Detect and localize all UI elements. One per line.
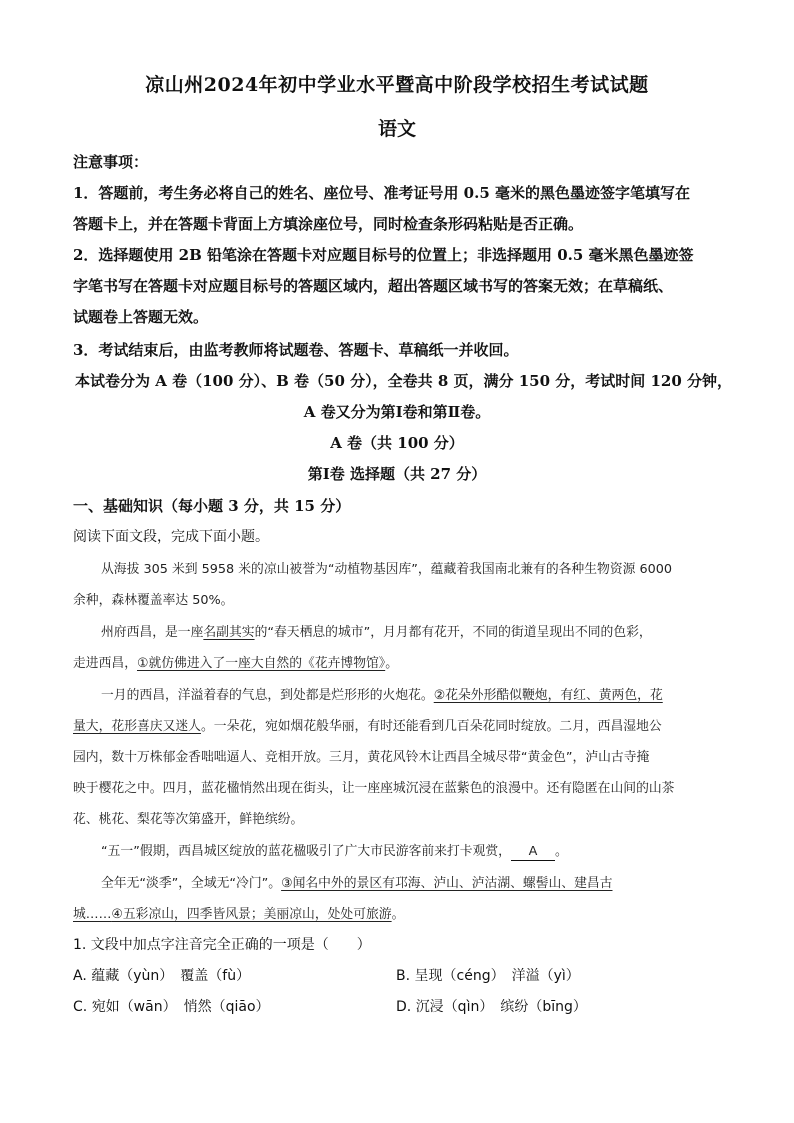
part-1-heading: 第Ⅰ卷 选择题（共 27 分） bbox=[307, 465, 487, 483]
notice-item-2-line-3: 试题卷上答题无效。 bbox=[73, 308, 209, 326]
passage-p5-line-1: 全年无“淡季”，全域无“冷门”。③闻名中外的景区有邛海、泸山、泸沽湖、螺髻山、建昌古 bbox=[101, 876, 613, 891]
option-a: A. 蕴藏（yùn） 覆盖（fù） bbox=[73, 968, 251, 984]
notice-item-1-line-2: 答题卡上，并在答题卡背面上方填涂座位号，同时检查条形码粘贴是否正确。 bbox=[73, 215, 584, 233]
notice-heading: 注意事项： bbox=[73, 153, 149, 171]
underlined-idiom: 名副其实 bbox=[203, 625, 255, 640]
passage-p3-line-2: 量大，花形喜庆又迷人。一朵花，宛如烟花般华丽，有时还能看到几百朵花同时绽放。二月，西昌湿地公 bbox=[73, 719, 662, 734]
notice-item-1-line-1: 1．答题前，考生务必将自己的姓名、座位号、准考证号用 0.5 毫米的黑色墨迹签字笔填写在 bbox=[73, 184, 690, 202]
volume-a-heading: A 卷（共 100 分） bbox=[330, 434, 464, 452]
underlined-sentence-2: ②花朵外形酷似鞭炮，有红、黄两色，花 bbox=[433, 688, 663, 703]
section-1-heading: 一、基础知识（每小题 3 分，共 15 分） bbox=[73, 497, 351, 515]
passage-p5-line-2: 城……④五彩凉山，四季皆风景；美丽凉山，处处可旅游。 bbox=[73, 907, 405, 922]
passage-p3-line-1: 一月的西昌，洋溢着春的气息，到处都是烂形形的火炮花。②花朵外形酷似鞭炮，有红、黄两色，花 bbox=[101, 688, 663, 703]
passage-p3-line-4: 映于樱花之中。四月，蓝花楹悄然出现在街头，让一座座城沉浸在蓝紫色的浪漫中。还有隐匿在山间的山茶 bbox=[73, 781, 675, 796]
passage-p4-line-1: “五一”假期，西昌城区绽放的蓝花楹吸引了广大市民游客前来打卡观赏， A 。 bbox=[101, 844, 568, 859]
underlined-sentence-1: ①就仿佛进入了一座大自然的《花卉博物馆》 bbox=[136, 656, 386, 671]
passage-p2-line-1: 州府西昌，是一座名副其实的“春天栖息的城市”，月月都有花开，不同的街道呈现出不同的色彩， bbox=[101, 625, 652, 640]
subject-title: 语文 bbox=[377, 118, 416, 140]
passage-p3-line-3: 园内，数十万株郁金香咄咄逼人、竞相开放。三月，黄花风铃木让西昌全城尽带“黄金色”，泸山古寺掩 bbox=[73, 750, 650, 765]
passage-p2-line-2: 走进西昌，①就仿佛进入了一座大自然的《花卉博物馆》。 bbox=[73, 656, 398, 671]
blank-a: A bbox=[511, 844, 555, 861]
notice-item-3: 3．考试结束后，由监考教师将试题卷、答题卡、草稿纸一并收回。 bbox=[73, 341, 519, 359]
passage-p3-line-5: 花、桃花、梨花等次第盛开，鲜艳缤纷。 bbox=[73, 812, 304, 827]
question-1-stem: 1. 文段中加点字注音完全正确的一项是（ ） bbox=[73, 937, 371, 953]
passage-p1-line-2: 余种，森林覆盖率达 50%。 bbox=[73, 593, 234, 608]
notice-item-2-line-2: 字笔书写在答题卡对应题目标号的答题区域内，超出答题区域书写的答案无效；在草稿纸、 bbox=[73, 277, 674, 295]
option-c: C. 宛如（wān） 悄然（qiāo） bbox=[73, 999, 270, 1015]
option-b: B. 呈现（céng） 洋溢（yì） bbox=[396, 968, 580, 984]
exam-info-line-1: 本试卷分为 A 卷（100 分）、B 卷（50 分），全卷共 8 页，满分 150 分，考试时间 120 分钟， bbox=[75, 372, 733, 390]
exam-title: 凉山州2024年初中学业水平暨高中阶段学校招生考试试题 bbox=[145, 74, 649, 96]
notice-item-2-line-1: 2．选择题使用 2B 铅笔涂在答题卡对应题目标号的位置上；非选择题用 0.5 毫米黑色墨迹签 bbox=[73, 246, 694, 264]
option-d: D. 沉浸（qìn） 缤纷（bīng） bbox=[396, 999, 587, 1015]
reading-instruction: 阅读下面文段，完成下面小题。 bbox=[73, 529, 269, 545]
passage-p1-line-1: 从海拔 305 米到 5958 米的凉山被誉为“动植物基因库”，蕴藏着我国南北兼有的各种生物资源 6000 bbox=[101, 562, 673, 577]
underlined-sentence-4: ④五彩凉山，四季皆风景；美丽凉山，处处可旅游 bbox=[111, 907, 392, 922]
exam-info-line-2: A 卷又分为第Ⅰ卷和第Ⅱ卷。 bbox=[303, 403, 491, 421]
underlined-sentence-3: ③闻名中外的景区有邛海、泸山、泸沽湖、螺髻山、建昌古 bbox=[281, 876, 613, 891]
